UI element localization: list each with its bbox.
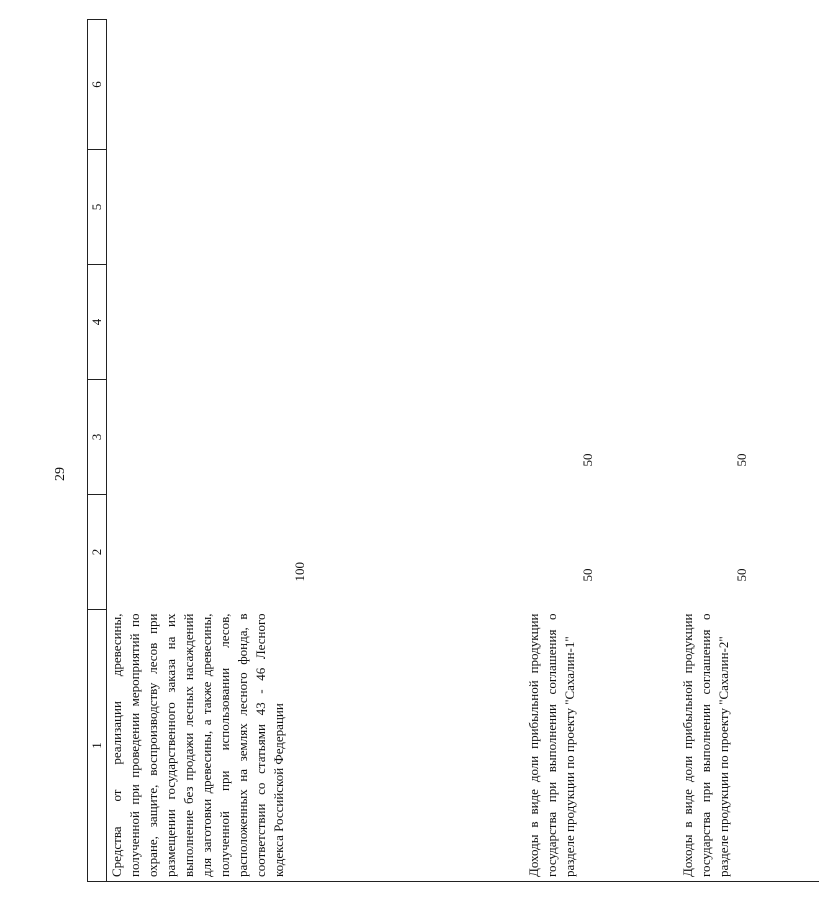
table-row [499,20,665,882]
row-description: Доходы в виде доли прибыльной продукции государства при выполнении соглашения о разделе продукции по проекту "Сахалин-1" [499,610,665,882]
header-col-5: 5 [88,150,107,265]
row-value-col-3: 50 [734,453,749,467]
rotated-table-wrapper [87,20,749,882]
row-description: Доходы в виде доли прибыльной продукции государства при выполнении соглашения о разделе продукции по проекту "Сахалин-2" [665,610,819,882]
page-number: 29 [53,467,68,481]
row-value-col-2: 50 [734,568,749,582]
header-col-2: 2 [88,495,107,610]
row-value-col-3 [107,380,500,495]
header-col-6: 6 [88,20,107,150]
row-empty-col-5 [107,150,500,265]
header-col-1: 1 [88,610,107,882]
row-value-col-3: 50 [580,453,595,467]
row-value-col-2: 50 [580,568,595,582]
table-row [665,20,819,882]
row-empty-col-6 [665,20,819,150]
row-description: Средства от реализации древесины, полученной при проведении мероприятий по охране, защите, воспроизводству лесов при размещении государственного заказа на их выполнение без продажи лесных насаждений для заготовки древесины, а также древесины, полученной при использовании лесов, расположенных на землях лесного фонда, в соответствии со статьями 43 - 46 Лесного кодекса Российской Федерации [107,610,500,882]
header-col-3: 3 [88,380,107,495]
row-empty-col-6 [107,20,500,150]
header-col-4: 4 [88,265,107,380]
row-empty-col-5 [665,150,819,265]
row-empty-col-4 [107,265,500,380]
header-row [88,20,107,882]
table-row [107,20,500,882]
row-empty-col-6 [499,20,665,150]
row-empty-col-4 [665,265,819,380]
budget-table [87,19,819,882]
row-value-col-2: 100 [292,562,307,582]
row-empty-col-5 [499,150,665,265]
row-empty-col-4 [499,265,665,380]
